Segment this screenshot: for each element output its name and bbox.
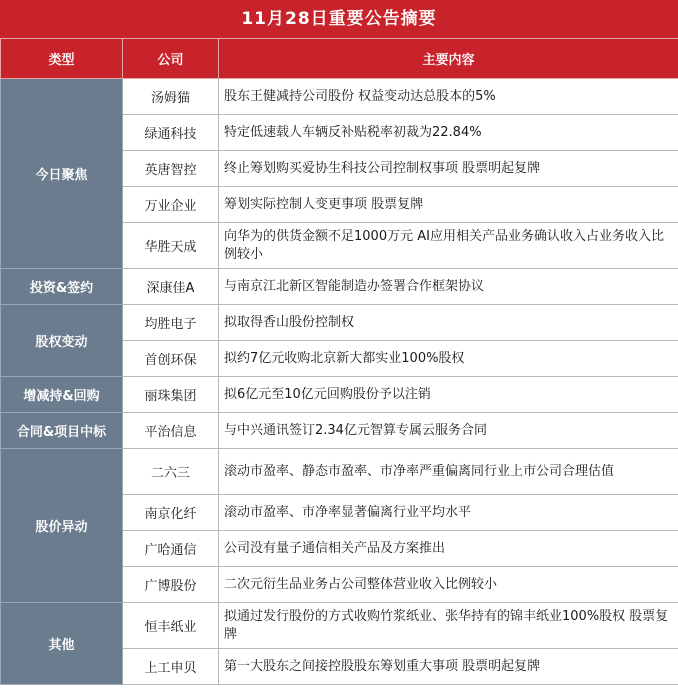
company-cell: 华胜天成	[123, 223, 219, 269]
header-content: 主要内容	[219, 39, 678, 79]
company-cell: 上工申贝	[123, 649, 219, 685]
company-cell: 万业企业	[123, 187, 219, 223]
table-row	[1, 449, 678, 495]
category-cell: 其他	[1, 603, 123, 685]
content-cell: 拟取得香山股份控制权	[219, 305, 678, 341]
content-cell: 向华为的供货金额不足1000万元 AI应用相关产品业务确认收入占业务收入比例较小	[219, 223, 678, 269]
table-row	[1, 377, 678, 413]
category-cell: 投资&签约	[1, 269, 123, 305]
page-title: 11月28日重要公告摘要	[0, 0, 678, 38]
content-cell: 拟约7亿元收购北京新大都实业100%股权	[219, 341, 678, 377]
header-type: 类型	[1, 39, 123, 79]
content-cell: 特定低速载人车辆反补贴税率初裁为22.84%	[219, 115, 678, 151]
table-row	[1, 603, 678, 649]
company-cell: 南京化纤	[123, 495, 219, 531]
category-cell: 今日聚焦	[1, 79, 123, 269]
company-cell: 丽珠集团	[123, 377, 219, 413]
category-cell: 增减持&回购	[1, 377, 123, 413]
company-cell: 平治信息	[123, 413, 219, 449]
category-cell: 股权变动	[1, 305, 123, 377]
company-cell: 首创环保	[123, 341, 219, 377]
table-row	[1, 305, 678, 341]
company-cell: 均胜电子	[123, 305, 219, 341]
category-cell: 合同&项目中标	[1, 413, 123, 449]
table-row	[1, 413, 678, 449]
company-cell: 绿通科技	[123, 115, 219, 151]
content-cell: 滚动市盈率、市净率显著偏离行业平均水平	[219, 495, 678, 531]
announcement-table	[0, 38, 678, 685]
content-cell: 第一大股东之间接控股股东筹划重大事项 股票明起复牌	[219, 649, 678, 685]
company-cell: 广博股份	[123, 567, 219, 603]
header-company: 公司	[123, 39, 219, 79]
company-cell: 恒丰纸业	[123, 603, 219, 649]
content-cell: 筹划实际控制人变更事项 股票复牌	[219, 187, 678, 223]
content-cell: 二次元衍生品业务占公司整体营业收入比例较小	[219, 567, 678, 603]
company-cell: 汤姆猫	[123, 79, 219, 115]
table-row	[1, 269, 678, 305]
content-cell: 拟6亿元至10亿元回购股份予以注销	[219, 377, 678, 413]
content-cell: 拟通过发行股份的方式收购竹浆纸业、张华持有的锦丰纸业100%股权 股票复牌	[219, 603, 678, 649]
content-cell: 滚动市盈率、静态市盈率、市净率严重偏离同行业上市公司合理估值	[219, 449, 678, 495]
table-header-row	[1, 39, 678, 79]
company-cell: 广哈通信	[123, 531, 219, 567]
content-cell: 股东王健减持公司股份 权益变动达总股本的5%	[219, 79, 678, 115]
company-cell: 二六三	[123, 449, 219, 495]
content-cell: 与南京江北新区智能制造办签署合作框架协议	[219, 269, 678, 305]
category-cell: 股价异动	[1, 449, 123, 603]
table-row	[1, 79, 678, 115]
content-cell: 与中兴通讯签订2.34亿元智算专属云服务合同	[219, 413, 678, 449]
content-cell: 公司没有量子通信相关产品及方案推出	[219, 531, 678, 567]
content-cell: 终止筹划购买爱协生科技公司控制权事项 股票明起复牌	[219, 151, 678, 187]
company-cell: 英唐智控	[123, 151, 219, 187]
company-cell: 深康佳A	[123, 269, 219, 305]
